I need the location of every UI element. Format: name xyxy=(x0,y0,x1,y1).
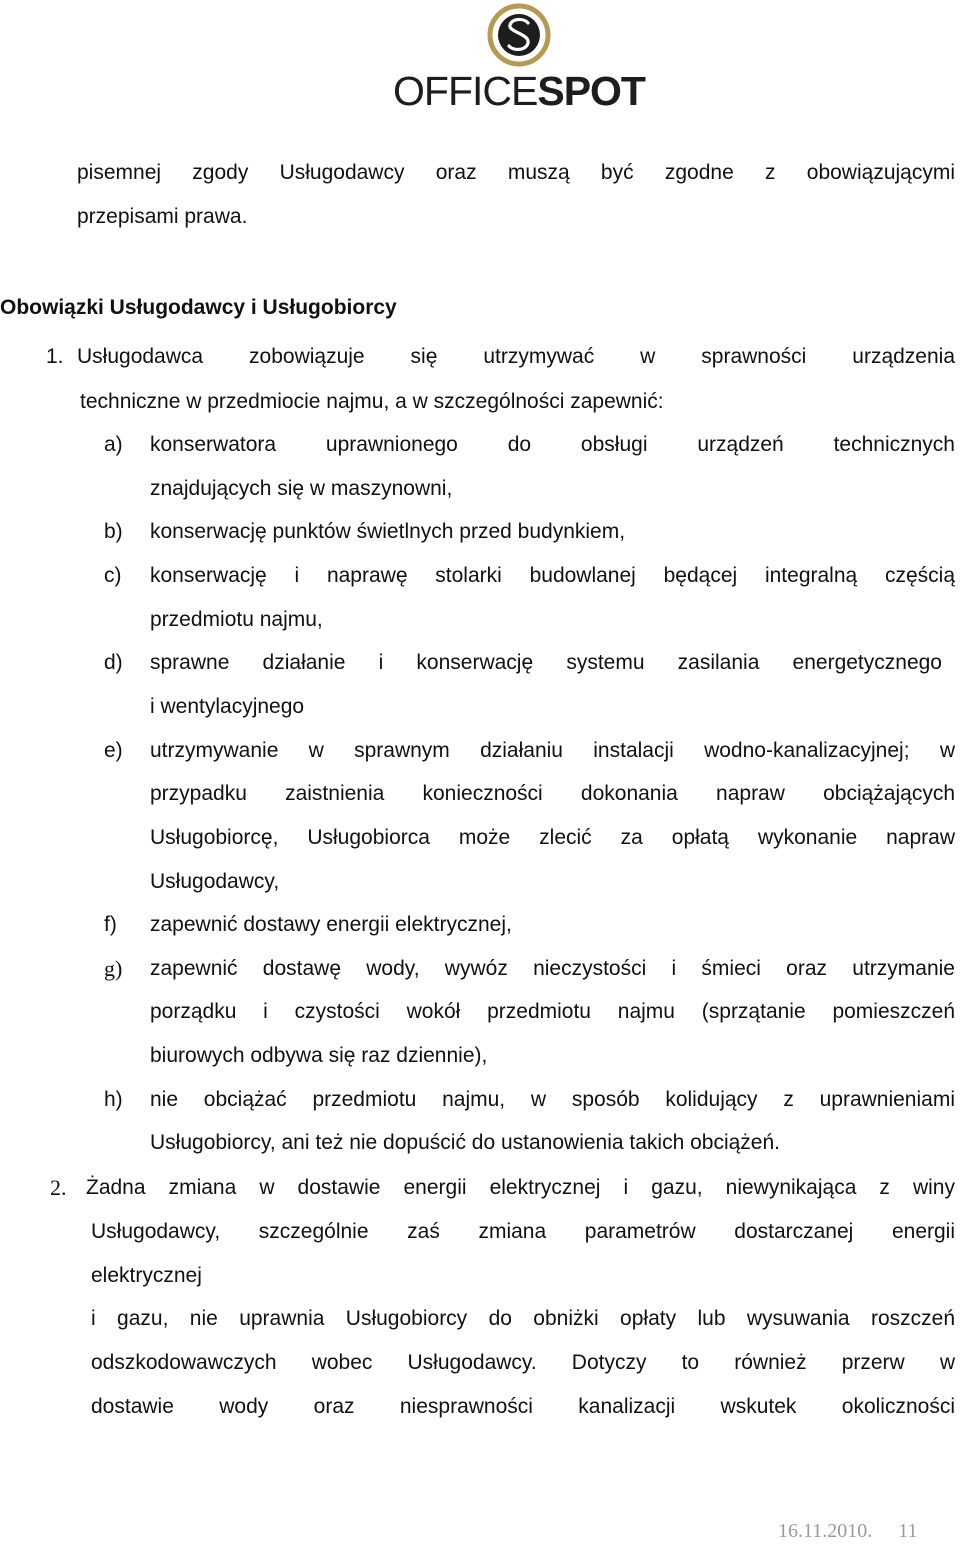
logo-text-office: OFFICE xyxy=(393,68,538,114)
subitem-h-line-2: Usługobiorcy, ani też nie dopuścić do ustanowienia takich obciążeń. xyxy=(150,1131,780,1154)
subitem-b-line-1: konserwację punktów świetlnych przed budynkiem, xyxy=(150,520,626,543)
item-2-line-5: odszkodowawczych wobec Usługodawcy. Dotyczy to również przerw w xyxy=(91,1351,955,1374)
subitem-h-marker: h) xyxy=(104,1088,123,1111)
footer-date: 16.11.2010. xyxy=(778,1520,873,1542)
subitem-a-line-1: konserwatora uprawnionego do obsługi urządzeń technicznych xyxy=(150,433,955,456)
subitem-g-line-1: zapewnić dostawę wody, wywóz nieczystości i śmieci oraz utrzymanie xyxy=(150,957,955,980)
item-1-number: 1. xyxy=(46,345,64,368)
logo-emblem-icon xyxy=(388,2,650,68)
subitem-d-line-1: sprawne działanie i konserwację systemu zasilania energetycznego xyxy=(150,651,942,674)
officespot-logo xyxy=(388,2,650,114)
subitem-c-line-2: przedmiotu najmu, xyxy=(150,608,323,631)
subitem-d-marker: d) xyxy=(104,651,123,674)
page-number: 11 xyxy=(898,1520,918,1542)
item-2-line-2: Usługodawcy, szczególnie zaś zmiana parametrów dostarczanej energii xyxy=(91,1220,955,1243)
subitem-e-marker: e) xyxy=(104,739,123,762)
item-2-line-6: dostawie wody oraz niesprawności kanalizacji wskutek okoliczności xyxy=(91,1395,955,1418)
subitem-e-line-4: Usługodawcy, xyxy=(150,870,280,893)
subitem-g-line-3: biurowych odbywa się raz dziennie), xyxy=(150,1044,488,1067)
intro-line-2: przepisami prawa. xyxy=(77,205,248,228)
item-2-line-4: i gazu, nie uprawnia Usługobiorcy do obniżki opłaty lub wysuwania roszczeń xyxy=(91,1307,955,1330)
item-1-line-2: techniczne w przedmiocie najmu, a w szczególności zapewnić: xyxy=(80,390,664,413)
subitem-f-line-1: zapewnić dostawy energii elektrycznej, xyxy=(150,913,512,936)
subitem-e-line-3: Usługobiorcę, Usługobiorca może zlecić za opłatą wykonanie napraw xyxy=(150,826,955,849)
subitem-g-marker: g) xyxy=(104,956,123,981)
page-footer xyxy=(778,1519,918,1543)
item-1-line-1: Usługodawca zobowiązuje się utrzymywać w sprawności urządzenia xyxy=(77,345,955,368)
item-2-line-3: elektrycznej xyxy=(91,1264,202,1287)
subitem-g-line-2: porządku i czystości wokół przedmiotu najmu (sprzątanie pomieszczeń xyxy=(150,1000,955,1023)
subitem-d-line-2: i wentylacyjnego xyxy=(150,695,305,718)
subitem-e-line-1: utrzymywanie w sprawnym działaniu instalacji wodno-kanalizacyjnej; w xyxy=(150,739,955,762)
subitem-a-marker: a) xyxy=(104,433,123,456)
logo-wordmark xyxy=(388,68,650,114)
subitem-c-line-1: konserwację i naprawę stolarki budowlanej będącej integralną częścią xyxy=(150,564,955,587)
subitem-b-marker: b) xyxy=(104,520,123,543)
intro-line-1: pisemnej zgody Usługodawcy oraz muszą być zgodne z obowiązującymi xyxy=(77,161,955,184)
subitem-e-line-2: przypadku zaistnienia konieczności dokonania napraw obciążających xyxy=(150,782,955,805)
logo-text-spot: SPOT xyxy=(537,68,645,114)
subitem-f-marker: f) xyxy=(104,913,117,936)
section-heading: Obowiązki Usługodawcy i Usługobiorcy xyxy=(0,296,397,319)
subitem-a-line-2: znajdujących się w maszynowni, xyxy=(150,477,453,500)
item-2-line-1: Żadna zmiana w dostawie energii elektrycznej i gazu, niewynikająca z winy xyxy=(86,1176,955,1199)
subitem-c-marker: c) xyxy=(104,564,122,587)
subitem-h-line-1: nie obciążać przedmiotu najmu, w sposób kolidujący z uprawnieniami xyxy=(150,1088,955,1111)
item-2-number: 2. xyxy=(50,1175,67,1200)
